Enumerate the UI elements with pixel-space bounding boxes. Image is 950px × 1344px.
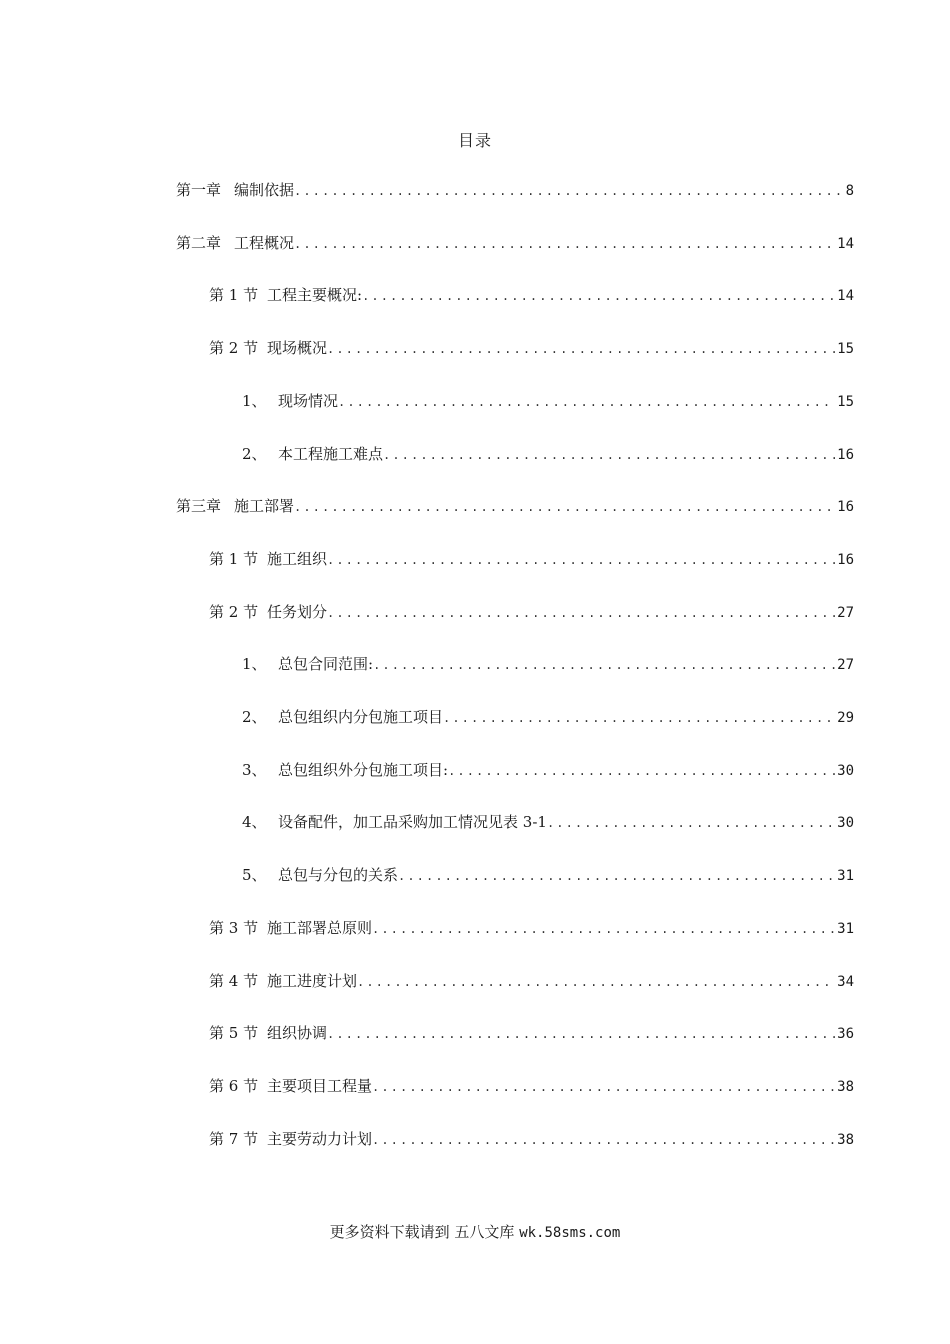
toc-entry-number: 3、 [242,761,267,779]
toc-entry-title: 总包组织内分包施工项目 [278,708,444,726]
toc-entry-title: 施工进度计划 [267,972,358,990]
toc-entry-page: 38 [837,1132,854,1148]
toc-entry-page: 14 [837,288,854,304]
toc-dot-leader [373,658,835,672]
toc-entry-title: 现场情况 [278,392,339,410]
toc-dot-leader [327,342,835,356]
toc-entry-title: 组织协调 [267,1024,328,1042]
toc-entry-title: 主要劳动力计划 [267,1130,373,1148]
toc-entry-number: 第 2 节 [209,603,259,621]
toc-dot-leader [294,184,844,198]
toc-entry-number: 第 6 节 [209,1077,259,1095]
footer-site-link[interactable]: wk.58sms.com [519,1225,621,1241]
toc-entry-number: 第 2 节 [209,339,259,357]
toc-entry-title: 本工程施工难点 [278,445,384,463]
toc-entry-number: 第 3 节 [209,919,259,937]
toc-entry[interactable] [242,864,854,886]
toc-entry[interactable] [242,759,854,781]
toc-dot-leader [327,553,835,567]
toc-entry-number: 2、 [242,445,267,463]
toc-dot-leader [372,922,835,936]
toc-entry-number: 第二章 [176,234,222,252]
toc-entry[interactable] [242,706,854,728]
toc-entry[interactable] [242,390,854,412]
toc-entry-number: 第 1 节 [209,286,259,304]
toc-entry-title: 总包与分包的关系 [278,866,399,884]
toc-dot-leader [372,1080,835,1094]
toc-entry-title: 任务划分 [267,603,328,621]
toc-entry[interactable] [242,443,854,465]
toc-entry-page: 34 [837,974,854,990]
toc-entry-number: 第 7 节 [209,1130,259,1148]
toc-entry-number: 4、 [242,813,267,831]
toc-entry-title: 主要项目工程量 [267,1077,373,1095]
toc-entry[interactable] [242,653,854,675]
footer [0,1221,950,1242]
toc-dot-leader [443,711,835,725]
toc-entry[interactable] [209,970,854,992]
toc-dot-leader [362,289,835,303]
toc-entry-page: 31 [837,921,854,937]
toc-dot-leader [327,1027,835,1041]
toc-title: 目录 [457,131,492,150]
toc-entry[interactable] [209,1075,854,1097]
footer-text: 更多资料下载请到 五八文库 [329,1223,515,1241]
toc-entry[interactable] [176,179,854,201]
toc-entry[interactable] [209,548,854,570]
toc-dot-leader [448,764,835,778]
toc-entry-page: 16 [837,499,854,515]
toc-entry-title: 工程主要概况: [267,286,363,304]
toc-dot-leader [547,816,835,830]
toc-entry-number: 第一章 [176,181,222,199]
toc-entry-title: 总包组织外分包施工项目: [278,761,449,779]
toc-entry[interactable] [209,601,854,623]
toc-entry-page: 31 [837,868,854,884]
toc-dot-leader [294,500,835,514]
toc-entry-page: 8 [845,183,854,199]
toc-entry[interactable] [209,337,854,359]
toc-entry-title: 编制依据 [234,181,295,199]
toc-dot-leader [327,606,835,620]
toc-entry-title: 施工部署总原则 [267,919,373,937]
toc-entry-page: 16 [837,552,854,568]
toc-entry-page: 14 [837,236,854,252]
toc-entry-title: 设备配件，加工品采购加工情况见表 3-1 [278,813,547,831]
toc-entry-page: 16 [837,447,854,463]
toc-entry[interactable] [242,811,854,833]
toc-entry-title: 工程概况 [234,234,295,252]
toc-entry[interactable] [209,1022,854,1044]
toc-entry-number: 第 4 节 [209,972,259,990]
toc-entry-page: 27 [837,605,854,621]
toc-entry-page: 30 [837,763,854,779]
toc-dot-leader [357,975,835,989]
toc-entry-page: 29 [837,710,854,726]
toc-entry[interactable] [176,232,854,254]
toc-entry-number: 1、 [242,392,267,410]
toc-dot-leader [383,448,835,462]
toc-dot-leader [398,869,835,883]
toc-entry-title: 总包合同范围: [278,655,374,673]
toc-entry-number: 第三章 [176,497,222,515]
toc-entry-page: 30 [837,815,854,831]
toc-entry-number: 2、 [242,708,267,726]
toc-entry-number: 5、 [242,866,267,884]
toc-entry-page: 27 [837,657,854,673]
toc-entry-page: 15 [837,341,854,357]
toc-entry-page: 36 [837,1026,854,1042]
toc-entry-title: 施工部署 [234,497,295,515]
toc-entry-number: 第 1 节 [209,550,259,568]
toc-dot-leader [294,237,835,251]
toc-entry[interactable] [209,917,854,939]
toc-entry[interactable] [176,495,854,517]
toc-entry-title: 施工组织 [267,550,328,568]
toc-entry[interactable] [209,284,854,306]
toc-entry-title: 现场概况 [267,339,328,357]
toc-entry-number: 1、 [242,655,267,673]
toc-entry-page: 15 [837,394,854,410]
toc-entry[interactable] [209,1128,854,1150]
toc-entry-page: 38 [837,1079,854,1095]
toc-entry-number: 第 5 节 [209,1024,259,1042]
toc-dot-leader [338,395,835,409]
toc-dot-leader [372,1133,835,1147]
